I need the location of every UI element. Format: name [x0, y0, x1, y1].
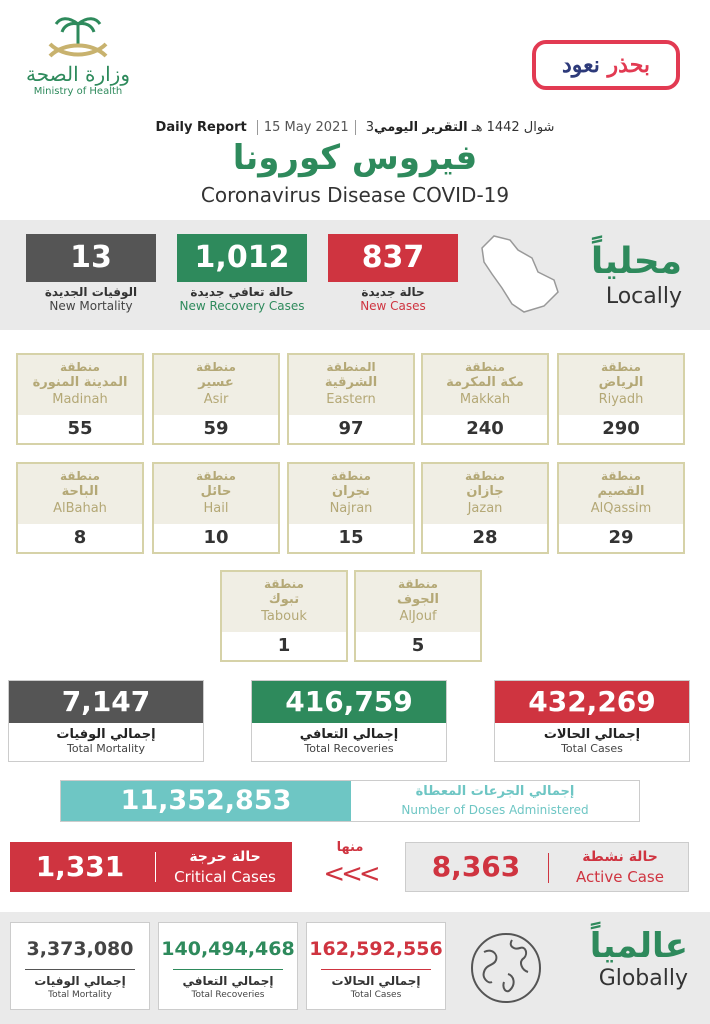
region-name-ar: القصيم — [597, 484, 645, 499]
total-recoveries-label-en: Total Recoveries — [304, 742, 394, 755]
doses-label-ar: إجمالي الجرعات المعطاة — [415, 784, 575, 799]
active-cases-label — [552, 847, 688, 887]
region-value: 1 — [222, 632, 346, 660]
region-name-en: AlQassim — [590, 501, 652, 516]
global-recoveries-label-ar: إجمالي التعافي — [182, 974, 274, 988]
region-card — [354, 570, 482, 662]
new-mortality-label-ar: الوفيات الجديدة — [44, 285, 138, 299]
palm-swords-emblem-icon — [38, 12, 118, 64]
active-cases-value: 8,363 — [431, 850, 521, 883]
critical-cases-label — [160, 847, 290, 887]
region-prefix: المنطقة — [326, 360, 376, 374]
total-cases-label-en: Total Cases — [561, 742, 623, 755]
region-value: 28 — [423, 524, 547, 552]
new-mortality-value: 13 — [26, 234, 156, 282]
region-name-en: Tabouk — [261, 609, 307, 624]
region-name-en: Eastern — [326, 392, 376, 407]
region-name-en: Najran — [329, 501, 373, 516]
total-cases-label-ar: إجمالي الحالات — [543, 727, 641, 742]
ministry-name-ar: وزارة الصحة — [26, 62, 130, 86]
global-cases-value: 162,592,556 — [309, 938, 443, 960]
among-them — [300, 840, 400, 889]
arrows-left-icon: <<< — [323, 859, 377, 889]
total-mortality-value: 7,147 — [9, 681, 203, 723]
divider — [173, 969, 283, 970]
region-prefix: منطقة — [264, 577, 304, 591]
region-prefix: منطقة — [196, 360, 236, 374]
region-name-ar: مكة المكرمة — [446, 375, 524, 390]
new-cases-stat — [328, 234, 458, 313]
ministry-name-en: Ministry of Health — [33, 86, 123, 97]
total-recoveries-value: 416,759 — [252, 681, 446, 723]
region-prefix: منطقة — [196, 469, 236, 483]
region-name-ar: الجوف — [397, 592, 439, 607]
region-value: 290 — [559, 415, 683, 443]
locally-section — [0, 220, 710, 330]
region-value: 97 — [289, 415, 413, 443]
global-mortality-value: 3,373,080 — [26, 938, 134, 960]
locally-title — [591, 240, 682, 309]
region-name-en: Makkah — [459, 392, 511, 407]
badge-part-1: نعود — [561, 52, 600, 78]
region-name-ar: الباحة — [61, 484, 99, 499]
active-cases-label-en: Active Case — [576, 868, 664, 886]
region-card — [287, 353, 415, 445]
region-card — [152, 353, 280, 445]
among-them-label: منها — [336, 840, 364, 855]
new-recovery-label-en: New Recovery Cases — [179, 299, 305, 313]
region-prefix: منطقة — [398, 577, 438, 591]
global-cases-card — [306, 922, 446, 1010]
region-name-en: Hail — [203, 501, 229, 516]
region-name-en: Riyadh — [598, 392, 644, 407]
page-title-en: Coronavirus Disease COVID-19 — [200, 183, 510, 207]
region-prefix: منطقة — [465, 360, 505, 374]
global-recoveries-label-en: Total Recoveries — [191, 990, 265, 1000]
return-cautiously-badge — [532, 40, 680, 90]
new-mortality-stat — [26, 234, 156, 313]
active-cases — [405, 842, 689, 892]
region-prefix: منطقة — [60, 469, 100, 483]
region-name-ar: تبوك — [268, 592, 300, 607]
critical-cases-label-ar: حالة حرجة — [189, 849, 261, 865]
region-name-en: Madinah — [52, 392, 108, 407]
region-value: 55 — [18, 415, 142, 443]
region-prefix: منطقة — [465, 469, 505, 483]
report-label-ar: التقرير اليومي — [374, 120, 468, 135]
region-name-en: Asir — [203, 392, 229, 407]
region-value: 5 — [356, 632, 480, 660]
total-mortality-label-en: Total Mortality — [67, 742, 145, 755]
region-card — [287, 462, 415, 554]
new-cases-label-en: New Cases — [360, 299, 426, 313]
global-mortality-label-ar: إجمالي الوفيات — [34, 974, 126, 988]
divider — [321, 969, 431, 970]
region-name-ar: جازان — [466, 484, 504, 499]
region-name-en: AlBahah — [53, 501, 107, 516]
report-label-en: Daily Report — [155, 120, 247, 135]
region-name-en: Jazan — [467, 501, 503, 516]
global-cases-label-ar: إجمالي الحالات — [331, 974, 421, 988]
region-card — [152, 462, 280, 554]
region-card — [16, 353, 144, 445]
region-card — [421, 462, 549, 554]
locally-title-en: Locally — [605, 284, 682, 309]
locally-title-ar: محلياً — [590, 241, 682, 282]
globe-icon — [468, 930, 544, 1006]
region-name-en: AlJouf — [399, 609, 437, 624]
region-value: 59 — [154, 415, 278, 443]
critical-cases-label-en: Critical Cases — [174, 868, 276, 886]
new-recovery-value: 1,012 — [177, 234, 307, 282]
region-value: 10 — [154, 524, 278, 552]
globally-title-en: Globally — [598, 966, 688, 991]
badge-part-2: بحذر — [607, 52, 651, 78]
region-card — [16, 462, 144, 554]
new-recovery-label-ar: حالة تعافي جديدة — [190, 285, 294, 299]
region-value: 29 — [559, 524, 683, 552]
region-name-ar: عسير — [198, 375, 234, 390]
divider — [25, 969, 135, 970]
region-value: 15 — [289, 524, 413, 552]
doses-value: 11,352,853 — [61, 781, 351, 821]
region-prefix: منطقة — [60, 360, 100, 374]
divider — [155, 852, 156, 882]
active-cases-label-ar: حالة نشطة — [582, 849, 658, 865]
page-title-ar: فيروس كورونا — [232, 138, 478, 178]
region-name-ar: الرياض — [598, 375, 644, 390]
region-value: 8 — [18, 524, 142, 552]
global-mortality-label-en: Total Mortality — [48, 990, 112, 1000]
report-date: 15 May 2021 — [257, 120, 356, 135]
region-value: 240 — [423, 415, 547, 443]
region-name-ar: المدينة المنورة — [32, 375, 128, 390]
doses-administered — [60, 780, 640, 822]
saudi-map-icon — [472, 228, 564, 318]
doses-label — [351, 781, 639, 821]
globally-title — [590, 926, 688, 991]
region-card — [557, 462, 685, 554]
critical-cases — [10, 842, 292, 892]
region-name-ar: الشرقية — [324, 375, 378, 390]
report-line — [0, 120, 710, 135]
global-recoveries-value: 140,494,468 — [161, 938, 295, 960]
divider — [548, 853, 549, 883]
doses-label-en: Number of Doses Administered — [401, 803, 589, 817]
new-recovery-stat — [177, 234, 307, 313]
globally-section — [0, 912, 710, 1024]
global-cases-label-en: Total Cases — [350, 990, 402, 1000]
global-mortality-card — [10, 922, 150, 1010]
region-prefix: منطقة — [331, 469, 371, 483]
total-cases-card — [494, 680, 690, 762]
new-mortality-label-en: New Mortality — [49, 299, 133, 313]
total-mortality-card — [8, 680, 204, 762]
ministry-logo — [18, 12, 138, 97]
total-recoveries-card — [251, 680, 447, 762]
region-name-ar: حائل — [200, 484, 232, 499]
globally-title-ar: عالمياً — [589, 926, 688, 966]
global-recoveries-card — [158, 922, 298, 1010]
region-card — [557, 353, 685, 445]
region-card — [220, 570, 348, 662]
new-cases-label-ar: حالة جديدة — [361, 285, 425, 299]
region-prefix: منطقة — [601, 469, 641, 483]
report-hijri-date: 3شوال 1442 هـ — [365, 120, 555, 135]
total-recoveries-label-ar: إجمالي التعافي — [299, 727, 399, 742]
region-name-ar: نجران — [332, 484, 370, 499]
region-card — [421, 353, 549, 445]
region-prefix: منطقة — [601, 360, 641, 374]
critical-cases-value: 1,331 — [35, 850, 125, 883]
total-mortality-label-ar: إجمالي الوفيات — [56, 727, 156, 742]
new-cases-value: 837 — [328, 234, 458, 282]
total-cases-value: 432,269 — [495, 681, 689, 723]
